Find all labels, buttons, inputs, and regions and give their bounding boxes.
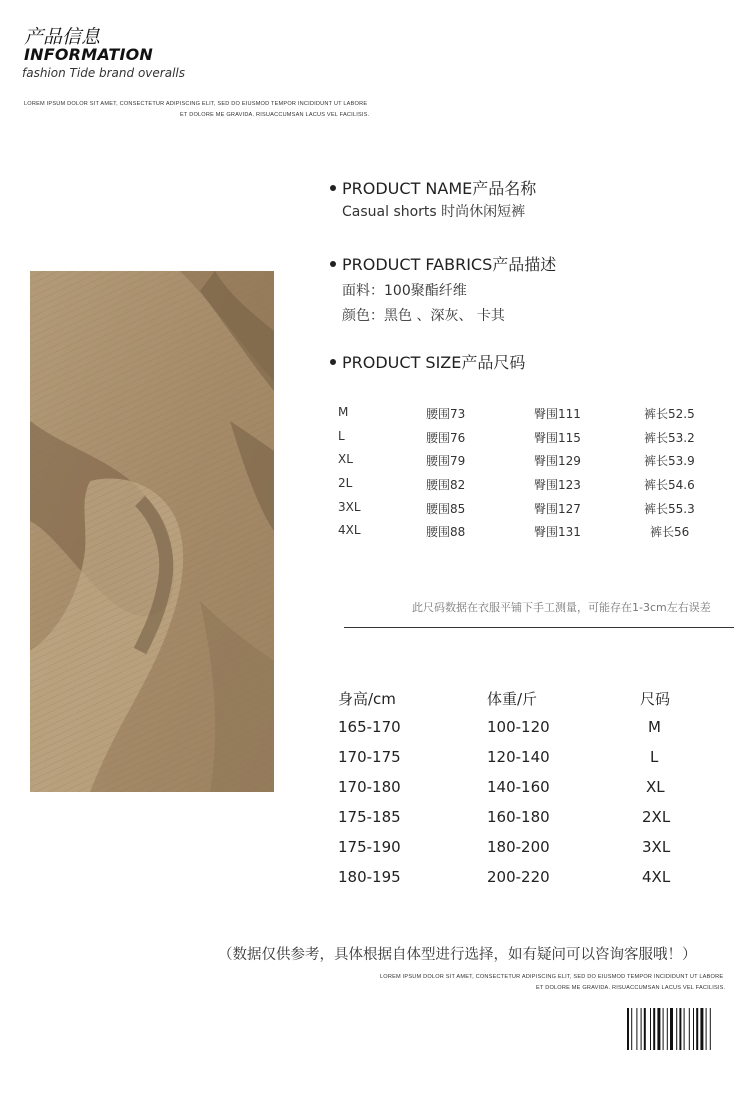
page-title-en: INFORMATION: [24, 45, 154, 64]
product-fabrics-heading: [330, 252, 556, 275]
page-subtitle: fashion Tide brand overalls: [22, 66, 185, 80]
header-lorem-line-1: LOREM IPSUM DOLOR SIT AMET, CONSECTETUR ADIPISCING ELIT, SED DO EIUSMOD TEMPOR INCIDIDUNT UT LABORE: [24, 101, 368, 107]
size-label: 2L: [338, 476, 353, 490]
size-value: 4XL: [642, 868, 671, 886]
hip-value: 臀围111: [534, 407, 581, 421]
barcode-icon: [627, 1008, 731, 1050]
size-row: [330, 405, 730, 429]
length-value: 裤长53.2: [644, 431, 695, 445]
reference-disclaimer: （数据仅供参考，具体根据自体型进行选择，如有疑问可以咨询客服哦！）: [218, 947, 697, 963]
size-row: [330, 476, 730, 500]
height-range: 165-170: [338, 718, 401, 736]
size-value: 3XL: [642, 838, 671, 856]
waist-value: 腰围88: [426, 525, 466, 539]
product-fabrics-heading-text: PRODUCT FABRICS产品描述: [342, 255, 557, 274]
footer-lorem-line-1: LOREM IPSUM DOLOR SIT AMET, CONSECTETUR ADIPISCING ELIT, SED DO EIUSMOD TEMPOR INCIDIDUNT UT LABORE: [380, 974, 724, 980]
hip-value: 臀围127: [534, 502, 581, 516]
product-size-heading: [330, 350, 525, 373]
bullet-icon: [330, 359, 336, 365]
measurement-note: 此尺码数据在衣服平铺下手工测量，可能存在1-3cm左右误差: [412, 601, 711, 614]
weight-range: 100-120: [487, 718, 550, 736]
reference-row: [330, 868, 730, 894]
waist-value: 腰围73: [426, 407, 466, 421]
reference-header-row: [330, 688, 730, 714]
height-range: 170-180: [338, 778, 401, 796]
height-range: 175-190: [338, 838, 401, 856]
size-value: L: [650, 748, 659, 766]
length-value: 裤长52.5: [644, 407, 695, 421]
weight-range: 180-200: [487, 838, 550, 856]
weight-range: 140-160: [487, 778, 550, 796]
length-value: 裤长54.6: [644, 478, 695, 492]
waist-value: 腰围85: [426, 502, 466, 516]
page-title-cn: 产品信息: [24, 26, 101, 48]
product-name-heading: [330, 176, 536, 199]
size-label: XL: [338, 452, 353, 466]
product-name-value: Casual shorts 时尚休闲短裤: [342, 204, 526, 220]
length-value: 裤长55.3: [644, 502, 695, 516]
waist-value: 腰围76: [426, 431, 466, 445]
size-row: [330, 452, 730, 476]
size-value: 2XL: [642, 808, 671, 826]
weight-range: 200-220: [487, 868, 550, 886]
waist-value: 腰围79: [426, 454, 466, 468]
bullet-icon: [330, 185, 336, 191]
weight-range: 120-140: [487, 748, 550, 766]
product-name-heading-text: PRODUCT NAME产品名称: [342, 179, 537, 198]
bullet-icon: [330, 261, 336, 267]
fabric-photo: [30, 271, 274, 792]
size-value: M: [648, 718, 661, 736]
size-row: [330, 500, 730, 524]
fabric-colors: 颜色：黑色 、深灰、 卡其: [342, 308, 505, 324]
weight-range: 160-180: [487, 808, 550, 826]
size-label: L: [338, 429, 345, 443]
length-value: 裤长53.9: [644, 454, 695, 468]
hip-value: 臀围123: [534, 478, 581, 492]
reference-row: [330, 838, 730, 864]
height-range: 170-175: [338, 748, 401, 766]
size-label: 3XL: [338, 500, 361, 514]
length-value: 裤长56: [650, 525, 690, 539]
hip-value: 臀围131: [534, 525, 581, 539]
header-height: 身高/cm: [338, 690, 396, 708]
divider: [344, 627, 734, 628]
fabric-material: 面料：100聚酯纤维: [342, 283, 467, 299]
height-range: 175-185: [338, 808, 401, 826]
reference-row: [330, 808, 730, 834]
header-size: 尺码: [640, 690, 671, 708]
reference-row: [330, 748, 730, 774]
size-label: 4XL: [338, 523, 361, 537]
size-label: M: [338, 405, 349, 419]
hip-value: 臀围129: [534, 454, 581, 468]
reference-row: [330, 718, 730, 744]
footer-lorem-line-2: ET DOLORE ME GRAVIDA. RISUACCUMSAN LACUS VEL FACILISIS.: [536, 985, 726, 991]
header-weight: 体重/斤: [487, 690, 538, 708]
reference-row: [330, 778, 730, 804]
hip-value: 臀围115: [534, 431, 581, 445]
height-range: 180-195: [338, 868, 401, 886]
waist-value: 腰围82: [426, 478, 466, 492]
size-row: [330, 523, 730, 547]
product-size-heading-text: PRODUCT SIZE产品尺码: [342, 353, 526, 372]
size-row: [330, 429, 730, 453]
size-value: XL: [646, 778, 665, 796]
header-lorem-line-2: ET DOLORE ME GRAVIDA. RISUACCUMSAN LACUS VEL FACILISIS.: [180, 112, 370, 118]
